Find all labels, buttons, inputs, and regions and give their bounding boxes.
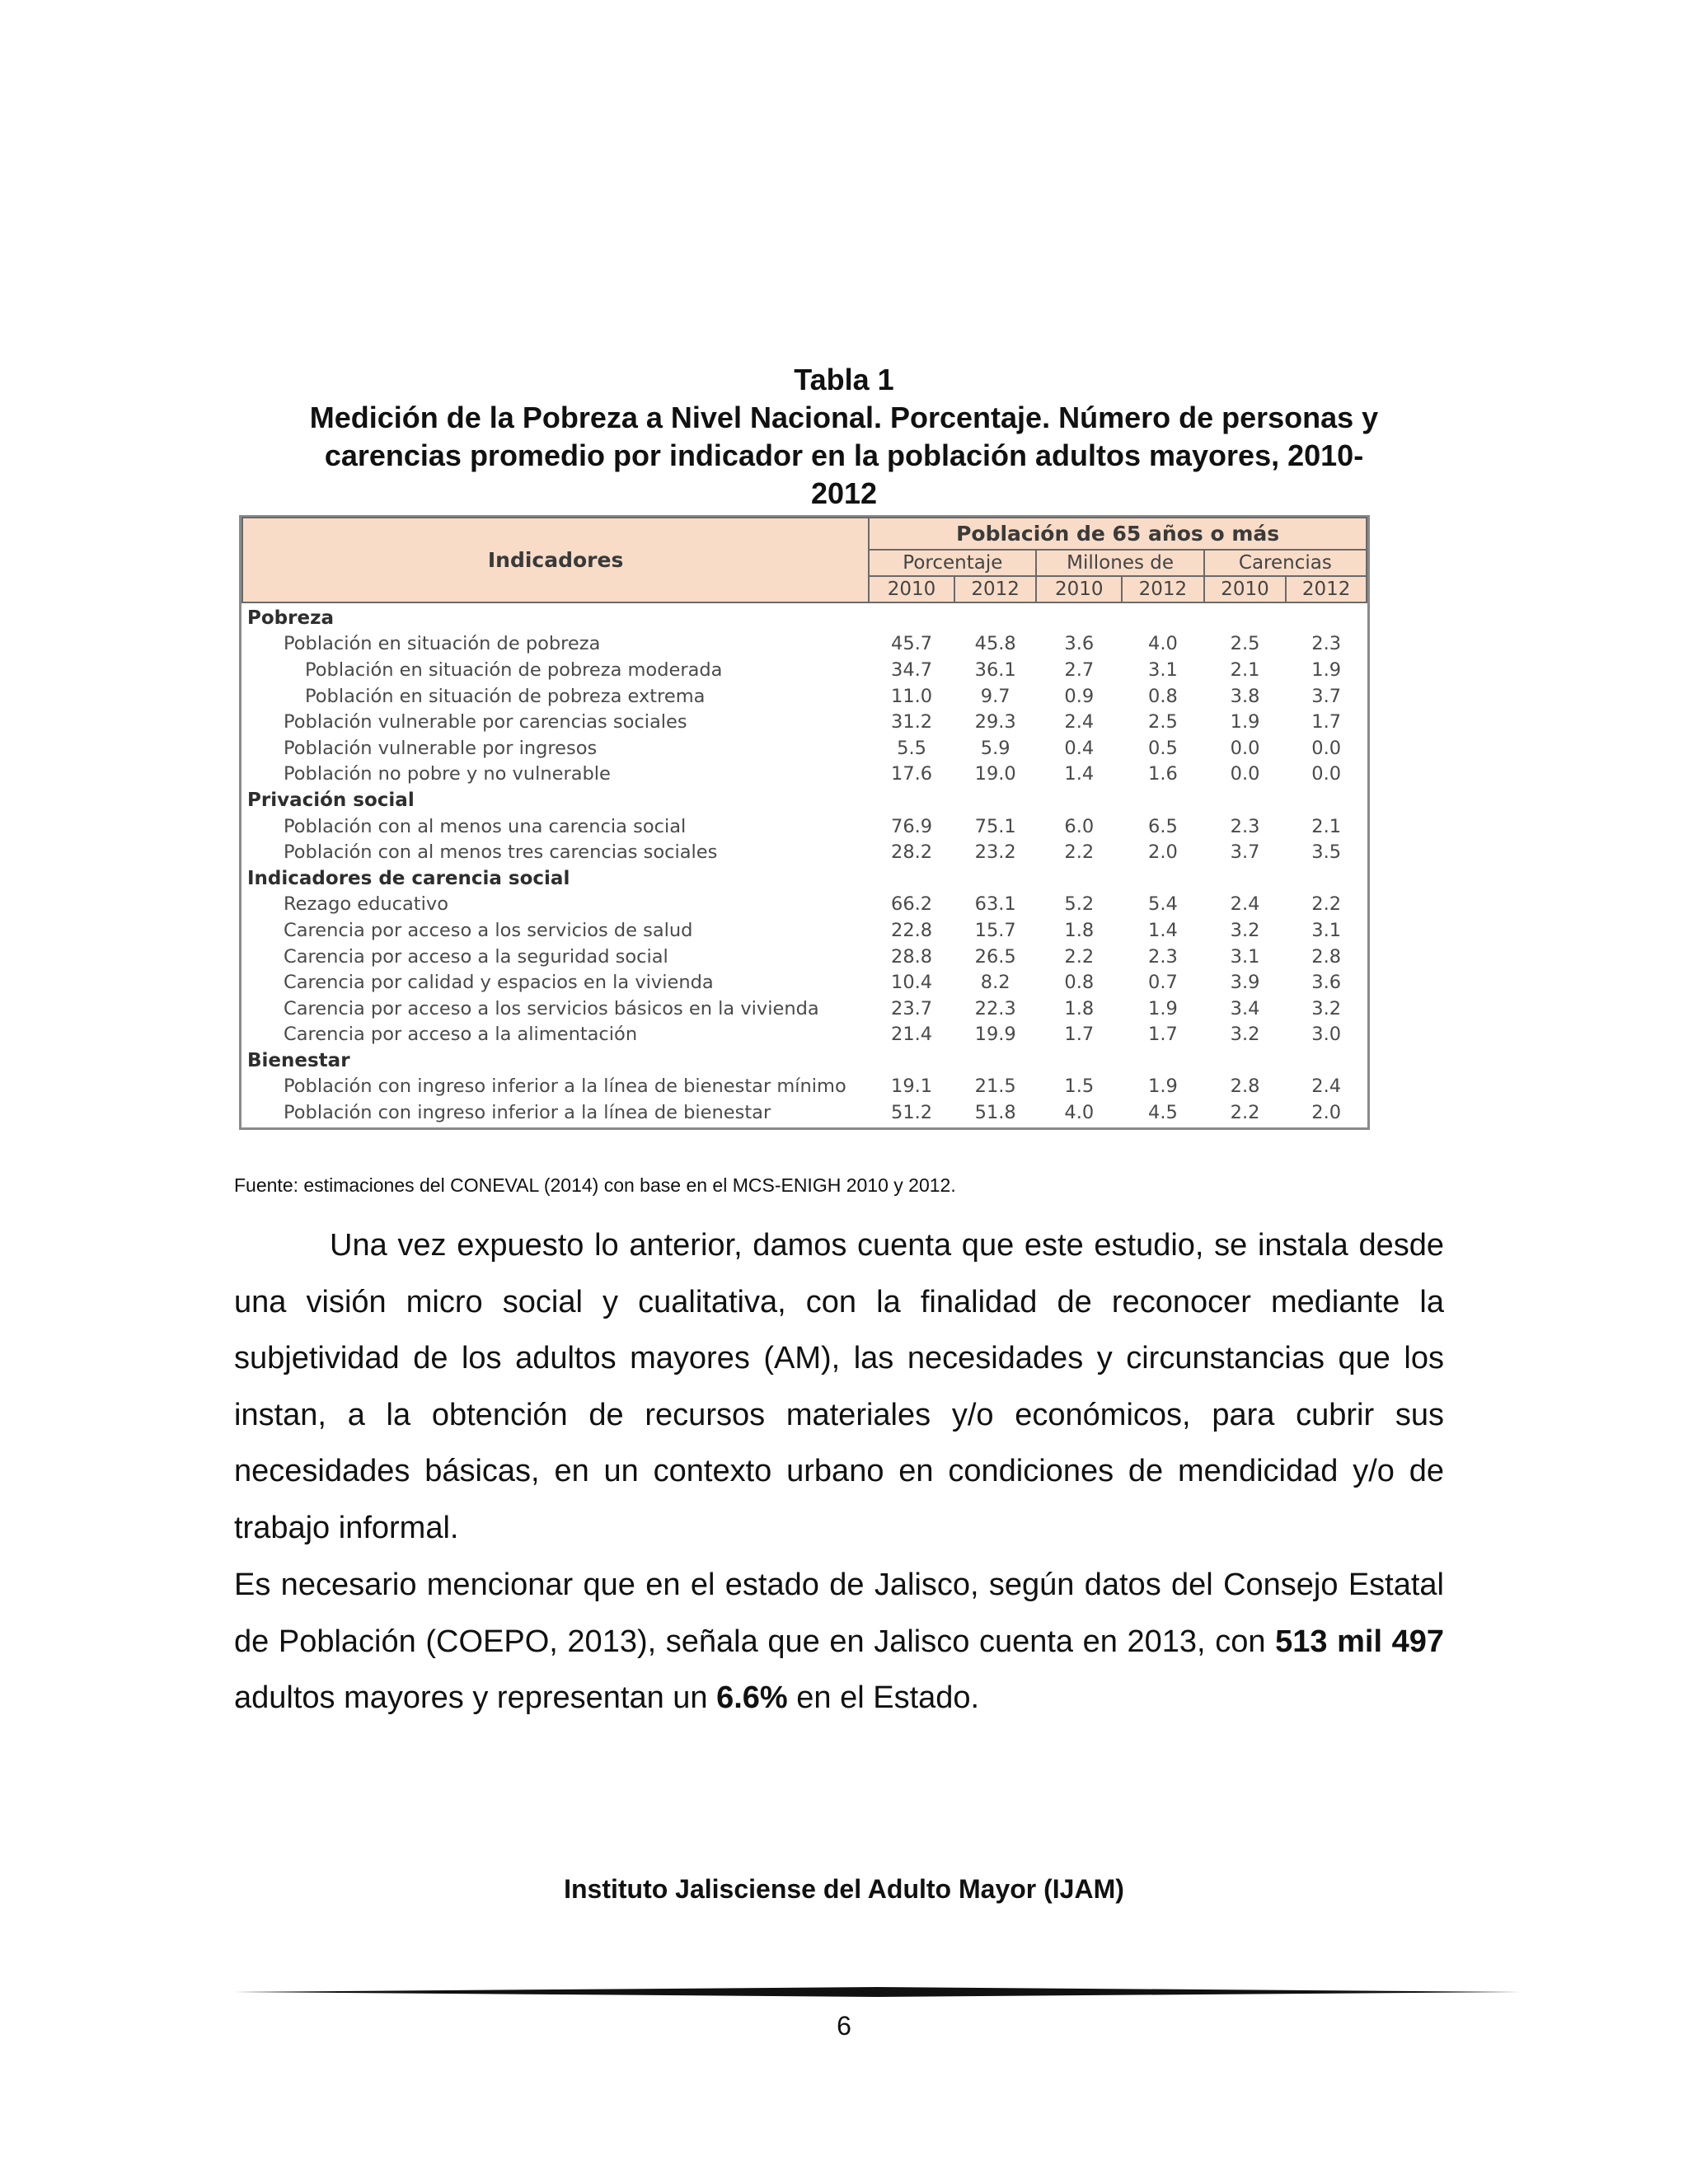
row-value: 1.5 xyxy=(1064,1076,1095,1098)
row-value: 5.4 xyxy=(1148,893,1178,916)
row-value: 2.1 xyxy=(1311,815,1342,837)
row-value: 21.5 xyxy=(974,1076,1016,1098)
table-row xyxy=(242,1074,1367,1100)
table-row xyxy=(242,1099,1367,1126)
row-value: 5.9 xyxy=(980,737,1010,759)
table-row xyxy=(242,709,1367,735)
row-value: 1.9 xyxy=(1148,997,1178,1019)
row-value: 2.2 xyxy=(1064,945,1095,968)
row-value: 2.5 xyxy=(1230,633,1260,655)
caption-line-3: carencias promedio por indicador en la población adultos mayores, 2010- xyxy=(324,438,1364,472)
row-value: 63.1 xyxy=(974,893,1016,916)
row-value: 34.7 xyxy=(891,658,933,681)
row-value: 1.9 xyxy=(1230,711,1260,733)
table-row xyxy=(242,631,1367,658)
row-value: 2.8 xyxy=(1230,1076,1260,1098)
row-value: 22.8 xyxy=(891,919,933,941)
row-value: 15.7 xyxy=(974,919,1016,941)
row-value: 3.0 xyxy=(1311,1024,1342,1046)
row-value: 4.0 xyxy=(1064,1102,1095,1124)
row-value: 45.8 xyxy=(974,633,1016,655)
footer-institution: Instituto Jalisciense del Adulto Mayor (IJAM) xyxy=(564,1874,1124,1904)
footer-rule xyxy=(234,1986,1520,1998)
row-value: 66.2 xyxy=(891,893,933,916)
table-row xyxy=(242,996,1367,1022)
row-value: 0.8 xyxy=(1148,685,1178,707)
row-value: 0.0 xyxy=(1230,763,1260,785)
table-row xyxy=(242,839,1367,865)
row-value: 5.5 xyxy=(897,737,926,759)
row-value: 3.9 xyxy=(1230,972,1260,994)
row-value: 23.7 xyxy=(891,997,933,1019)
row-value: 2.4 xyxy=(1064,711,1095,733)
row-value: 3.6 xyxy=(1064,633,1095,655)
row-label: Población vulnerable por carencias sociales xyxy=(284,711,687,733)
row-value: 1.7 xyxy=(1148,1024,1178,1046)
row-value: 19.9 xyxy=(974,1024,1016,1046)
header-year-4: 2010 xyxy=(1204,576,1287,602)
paragraph-2-part-1: Es necesario mencionar que en el estado de Jalisco, según datos del Consejo Estatal de Población (COEPO, 2013), señala que en Jalisco cuenta en 2013, con xyxy=(234,1568,1444,1659)
row-value: 3.2 xyxy=(1230,1024,1260,1046)
row-value: 2.3 xyxy=(1148,945,1178,968)
table-source: Fuente: estimaciones del CONEVAL (2014) con base en el MCS-ENIGH 2010 y 2012. xyxy=(234,1174,956,1196)
paragraph-2-part-3: en el Estado. xyxy=(787,1680,980,1715)
row-value: 11.0 xyxy=(891,685,933,707)
row-value: 28.2 xyxy=(891,841,933,864)
row-label: Carencia por acceso a los servicios de salud xyxy=(284,919,693,941)
row-value: 8.2 xyxy=(980,972,1010,994)
row-value: 1.8 xyxy=(1064,919,1095,941)
table-row xyxy=(242,1022,1367,1048)
row-value: 3.5 xyxy=(1311,841,1342,864)
row-value: 31.2 xyxy=(891,711,933,733)
table-row xyxy=(242,735,1367,762)
body-paragraph-2 xyxy=(234,1557,1444,1727)
paragraph-2-bold-count: 513 mil 497 xyxy=(1275,1624,1444,1659)
row-value: 10.4 xyxy=(891,972,933,994)
row-value: 0.5 xyxy=(1148,737,1178,759)
section-row xyxy=(242,787,1367,813)
row-value: 3.6 xyxy=(1311,972,1342,994)
table-row xyxy=(242,917,1367,944)
table-caption xyxy=(198,361,1490,513)
table-row xyxy=(242,944,1367,970)
row-value: 0.4 xyxy=(1064,737,1095,759)
row-value: 2.2 xyxy=(1230,1102,1260,1124)
section-row xyxy=(242,865,1367,892)
header-year-2: 2010 xyxy=(1036,576,1122,602)
row-label: Población con al menos una carencia social xyxy=(284,815,687,837)
row-value: 3.1 xyxy=(1230,945,1260,968)
row-value: 2.5 xyxy=(1148,711,1178,733)
row-value: 3.4 xyxy=(1230,997,1260,1019)
row-value: 3.7 xyxy=(1230,841,1260,864)
row-value: 4.0 xyxy=(1148,633,1178,655)
row-value: 5.2 xyxy=(1064,893,1095,916)
row-value: 45.7 xyxy=(891,633,933,655)
paragraph-2-bold-percent: 6.6% xyxy=(716,1680,788,1715)
header-year-0: 2010 xyxy=(869,576,954,602)
row-value: 6.0 xyxy=(1064,815,1095,837)
row-value: 2.2 xyxy=(1311,893,1342,916)
row-value: 2.8 xyxy=(1311,945,1342,968)
row-label: Carencia por acceso a los servicios básicos en la vivienda xyxy=(284,997,819,1019)
row-label: Rezago educativo xyxy=(284,893,448,916)
caption-line-2: Medición de la Pobreza a Nivel Nacional. Porcentaje. Número de personas y xyxy=(309,401,1379,434)
table-row xyxy=(242,657,1367,683)
header-year-1: 2012 xyxy=(954,576,1037,602)
row-value: 1.4 xyxy=(1064,763,1095,785)
row-value: 1.7 xyxy=(1311,711,1342,733)
row-value: 1.9 xyxy=(1148,1076,1178,1098)
section-row xyxy=(242,1047,1367,1074)
header-indicadores: Indicadores xyxy=(242,518,869,602)
row-value: 3.2 xyxy=(1311,997,1342,1019)
row-value: 0.0 xyxy=(1230,737,1260,759)
row-value: 0.7 xyxy=(1148,972,1178,994)
table-row xyxy=(242,892,1367,918)
header-year-3: 2012 xyxy=(1122,576,1204,602)
row-label: Población con ingreso inferior a la línea de bienestar xyxy=(284,1102,771,1124)
row-value: 51.8 xyxy=(974,1102,1016,1124)
paragraph-1-text: Una vez expuesto lo anterior, damos cuenta que este estudio, se instala desde una visión micro social y cualitativa, con la finalidad de reconocer mediante la subjetividad de los adultos mayores (AM), las necesidades y circunstancias que los instan, a la obtención de recursos materiales y/o económicos, para cubrir sus necesidades básicas, en un contexto urbano en condiciones de mendicidad y/o de trabajo informal. xyxy=(234,1228,1444,1545)
row-value: 2.0 xyxy=(1148,841,1178,864)
row-value: 19.0 xyxy=(974,763,1016,785)
header-millones: Millones de xyxy=(1036,550,1203,576)
row-label: Población no pobre y no vulnerable xyxy=(284,763,611,785)
row-value: 29.3 xyxy=(974,711,1016,733)
table-row xyxy=(242,683,1367,710)
row-value: 21.4 xyxy=(891,1024,933,1046)
row-value: 2.2 xyxy=(1064,841,1095,864)
header-carencias: Carencias xyxy=(1204,550,1367,576)
caption-line-1: Tabla 1 xyxy=(794,363,894,396)
caption-line-4: 2012 xyxy=(810,476,878,510)
row-value: 3.2 xyxy=(1230,919,1260,941)
row-value: 51.2 xyxy=(891,1102,933,1124)
row-value: 76.9 xyxy=(891,815,933,837)
header-year-5: 2012 xyxy=(1286,576,1367,602)
row-value: 0.0 xyxy=(1311,763,1342,785)
row-value: 23.2 xyxy=(974,841,1016,864)
section-title: Bienestar xyxy=(247,1049,350,1071)
row-value: 1.9 xyxy=(1311,658,1342,681)
row-value: 9.7 xyxy=(980,685,1010,707)
table-row xyxy=(242,969,1367,996)
table-row xyxy=(242,813,1367,840)
row-value: 26.5 xyxy=(974,945,1016,968)
row-value: 75.1 xyxy=(974,815,1016,837)
header-porcentaje: Porcentaje xyxy=(869,550,1036,576)
row-value: 2.4 xyxy=(1230,893,1260,916)
row-value: 0.9 xyxy=(1064,685,1095,707)
row-value: 2.1 xyxy=(1230,658,1260,681)
row-label: Población en situación de pobreza moderada xyxy=(305,658,723,681)
section-row xyxy=(242,602,1367,631)
row-value: 3.1 xyxy=(1148,658,1178,681)
section-title: Privación social xyxy=(247,789,415,811)
row-value: 22.3 xyxy=(974,997,1016,1019)
row-value: 2.3 xyxy=(1311,633,1342,655)
row-value: 1.7 xyxy=(1064,1024,1095,1046)
row-value: 4.5 xyxy=(1148,1102,1178,1124)
row-label: Carencia por calidad y espacios en la vivienda xyxy=(284,972,714,994)
row-value: 2.7 xyxy=(1064,658,1095,681)
poverty-table xyxy=(239,515,1370,1130)
row-value: 6.5 xyxy=(1148,815,1178,837)
row-value: 2.0 xyxy=(1311,1102,1342,1124)
row-value: 1.8 xyxy=(1064,997,1095,1019)
section-title: Indicadores de carencia social xyxy=(247,867,570,889)
row-label: Población en situación de pobreza extrema xyxy=(305,685,706,707)
header-group: Población de 65 años o más xyxy=(869,518,1367,550)
row-value: 0.8 xyxy=(1064,972,1095,994)
row-value: 19.1 xyxy=(891,1076,933,1098)
row-value: 3.7 xyxy=(1311,685,1342,707)
row-label: Población vulnerable por ingresos xyxy=(284,737,598,759)
poverty-table-grid xyxy=(241,517,1367,1126)
table-row xyxy=(242,762,1367,788)
section-title: Pobreza xyxy=(247,607,334,629)
row-value: 3.8 xyxy=(1230,685,1260,707)
row-value: 0.0 xyxy=(1311,737,1342,759)
row-value: 3.1 xyxy=(1311,919,1342,941)
body-paragraph-1 xyxy=(234,1217,1444,1556)
row-value: 36.1 xyxy=(974,658,1016,681)
row-label: Población con ingreso inferior a la línea de bienestar mínimo xyxy=(284,1076,846,1098)
row-label: Carencia por acceso a la alimentación xyxy=(284,1024,638,1046)
row-label: Población con al menos tres carencias sociales xyxy=(284,841,718,864)
page-number: 6 xyxy=(837,2011,851,2041)
row-value: 1.6 xyxy=(1148,763,1178,785)
row-value: 2.4 xyxy=(1311,1076,1342,1098)
row-label: Población en situación de pobreza xyxy=(284,633,601,655)
paragraph-2-part-2: adultos mayores y representan un xyxy=(234,1680,717,1715)
row-value: 17.6 xyxy=(891,763,933,785)
row-value: 1.4 xyxy=(1148,919,1178,941)
row-label: Carencia por acceso a la seguridad social xyxy=(284,945,668,968)
row-value: 28.8 xyxy=(891,945,933,968)
row-value: 2.3 xyxy=(1230,815,1260,837)
